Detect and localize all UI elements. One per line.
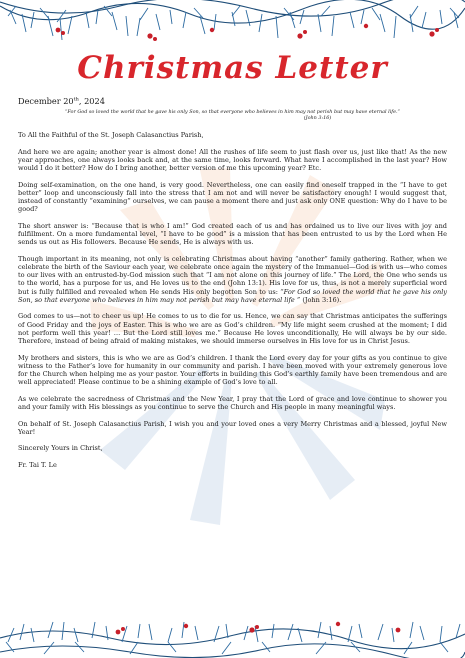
paragraph-2: Doing self-examination, on the one hand, is very good. Nevertheless, one can easily find oneself trapped in the “I have to get better” loop and unconsciously fall into the stress that I am not and will never be satisfactory enough! I would suggest that, instead of constantly “examining” ourselves, we can pause a moment there and just ask only ONE question: Why do I have to be good? bbox=[18, 180, 447, 214]
letter-date: December 20th, 2024 bbox=[18, 96, 105, 106]
letter-title: Christmas Letter bbox=[77, 50, 388, 86]
epigraph-ref: (John 3:16) bbox=[303, 115, 332, 122]
paragraph-3: The short answer is: “Because that is who I am!” God created each of us and has ordained us to live our lives with joy and fulfillment. On a more fundamental level, “I have to be good” is a mission that has been entrusted to us by the Lord when He sends us out as His followers. Because He sends, He is always with us. bbox=[18, 221, 447, 247]
epigraph-text: “For God so loved the world that he gave his only Son, so that everyone who believes in him may not perish but may have eternal life.” bbox=[64, 109, 401, 115]
paragraph-5: God comes to us—not to cheer us up! He comes to us to die for us. Hence, we can say that Christmas anticipates the sufferings of Good Friday and the joys of Easter. This is who we are as God’s children. “My life might seem crushed at the moment; I did not perform well this year! … But the Lord still loves me.” Because He loves unconditionally, He will always be by our side. Therefore, instead of being afraid of making mistakes, we should immerse ourselves in His love for us in Christ Jesus. bbox=[18, 312, 447, 346]
paragraph-1: And here we are again; another year is almost done! All the rushes of life seem to just flash over us, just like that! As the new year approaches, one always looks back and, at the same time, looks forward. What have I accomplished in the last year? How would I do it better? How do I bring another, better version of me this upcoming year? Etc. bbox=[18, 147, 447, 172]
paragraph-6: My brothers and sisters, this is who we are as God’s children. I thank the Lord every day for your gifts as you continue to give witness to the Father’s love for humanity in our community and parish. I have been moved with your extremely generous love for the Church when helping me as your pastor. Your efforts in building this God’s earthly family have been tremendous and are well appreciated! Please continue to be a shining example of God’s love to all. bbox=[18, 353, 447, 387]
closing: Sincerely Yours in Christ, bbox=[18, 444, 103, 453]
epigraph bbox=[40, 109, 425, 121]
paragraph-7: As we celebrate the sacredness of Christmas and the New Year, I pray that the Lord of grace and love continue to shower you and your family with His blessings as you continue to serve the Church and His people in many meaningful ways. bbox=[18, 394, 447, 412]
letter-body bbox=[18, 131, 447, 478]
signature: Fr. Tai T. Le bbox=[18, 461, 57, 469]
salutation: To All the Faithful of the St. Joseph Calasanctius Parish, bbox=[18, 131, 204, 139]
paragraph-8: On behalf of St. Joseph Calasanctius Parish, I wish you and your loved ones a very Merry Christmas and a blessed, joyful New Year! bbox=[18, 419, 447, 436]
bottom-pine-garland-icon bbox=[0, 612, 465, 658]
paragraph-4: Though important in its meaning, not only is celebrating Christmas about having “another” family gathering. Rather, when we celebrate the birth of the Saviour each year, we celebrate once again the mystery of the Immanuel—God is with us—who comes to our lives with an entrusted-by-God mission such that “I am not alone on this journey of life.” The Lord, the One who sends us to the world, has a purpose for us, and He loves us to the end (John 13:1). His love for us, thus, is not a merely superficial word but is fully fulfilled and revealed when He sends His only begotten Son to us: “For God so loved the world that he gave his only Son, so that everyone who believes in him may not perish but may have eternal life ” (John 3:16). bbox=[18, 254, 447, 304]
